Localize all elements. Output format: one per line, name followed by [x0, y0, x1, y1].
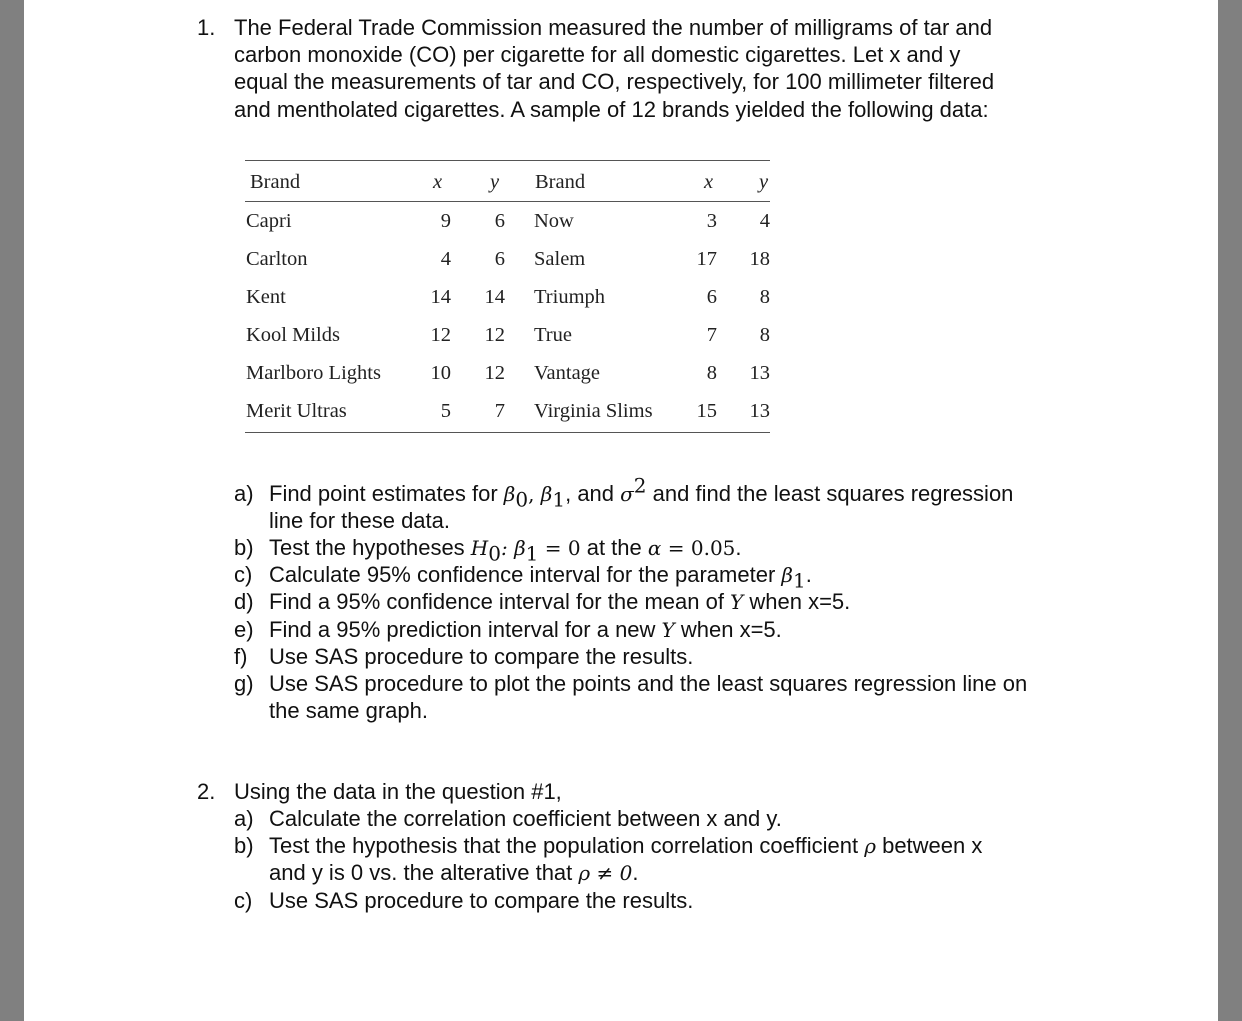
table-cell-brand: Triumph [534, 285, 606, 308]
comma: , [528, 482, 541, 506]
table-cell-y: 13 [749, 399, 770, 422]
part-label: a) [234, 481, 254, 506]
table-cell-y: 18 [749, 247, 770, 270]
y-symbol: Y [730, 590, 744, 614]
part-label: f) [234, 644, 248, 669]
table-header-y: y [490, 171, 500, 193]
part-text: Use SAS procedure to plot the points and the least squares regression line on [269, 671, 1028, 696]
table-cell-y: 6 [494, 210, 505, 232]
table-cell-y: 6 [494, 247, 505, 270]
part-label: e) [234, 617, 254, 642]
superscript: 2 [633, 473, 647, 498]
sigma-symbol: σ [620, 482, 634, 506]
table-cell-x: 15 [696, 399, 717, 422]
part-label: c) [234, 888, 253, 913]
table-cell-x: 10 [430, 361, 451, 384]
part-label: b) [234, 535, 254, 560]
beta-symbol: β [503, 482, 516, 506]
table-cell-x: 3 [706, 210, 717, 232]
beta-symbol: β [781, 563, 793, 587]
table-cell-brand: Salem [534, 247, 586, 270]
table-cell-x: 8 [706, 361, 717, 384]
subscript: 1 [792, 568, 806, 593]
rho-symbol: ρ [864, 834, 876, 858]
part-text: and find the least squares regression [646, 481, 1014, 506]
part-text: Find a 95% confidence interval for the mean of [269, 589, 731, 614]
part-text: Calculate 95% confidence interval for the parameter [269, 562, 782, 587]
table-cell-x: 4 [440, 247, 451, 270]
part-text: Test the hypothesis that the population correlation coefficient [269, 833, 865, 858]
table-cell-x: 12 [430, 323, 451, 346]
table-cell-x: 5 [440, 399, 451, 422]
y-symbol: Y [661, 618, 675, 642]
question-1-line: equal the measurements of tar and CO, respectively, for 100 millimeter filtered [234, 69, 995, 95]
beta-symbol: β [540, 482, 553, 506]
part-text: line for these data. [269, 508, 451, 533]
question-2-intro: Using the data in the question #1, [234, 779, 562, 804]
part-text: Calculate the correlation coefficient between x and y. [269, 806, 782, 831]
math-value: = 0 [538, 536, 581, 560]
part-text: , and [565, 481, 621, 506]
subscript: 1 [525, 541, 539, 566]
document-page [24, 0, 1218, 1021]
part-text: Test the hypotheses [269, 535, 471, 560]
table-cell-brand: True [534, 323, 572, 346]
table-cell-y: 13 [749, 361, 770, 384]
part-text: Find a 95% prediction interval for a new [269, 617, 662, 642]
part-label: a) [234, 806, 254, 831]
alpha-symbol: α [647, 536, 662, 560]
part-text: Find point estimates for [269, 481, 504, 506]
part-label: c) [234, 562, 253, 587]
question-1-line: carbon monoxide (CO) per cigarette for all domestic cigarettes. Let x and y [234, 42, 961, 68]
part-text: . [632, 860, 639, 885]
table-cell-y: 14 [484, 285, 505, 308]
table-header-brand: Brand [535, 171, 586, 193]
table-header-x: x [433, 171, 443, 193]
table-header-x: x [704, 171, 714, 193]
table-header-brand: Brand [250, 171, 301, 193]
table-cell-y: 12 [484, 323, 505, 346]
table-cell-brand: Marlboro Lights [246, 361, 381, 384]
table-cell-brand: Carlton [246, 247, 308, 270]
table-cell-x: 17 [696, 247, 717, 270]
part-label: d) [234, 589, 254, 614]
beta-symbol: : β [500, 536, 526, 560]
table-cell-y: 4 [759, 210, 770, 232]
table-cell-y: 8 [759, 285, 770, 308]
table-cell-y: 7 [494, 399, 505, 422]
part-text: the same graph. [269, 698, 428, 723]
table-cell-brand: Capri [246, 210, 292, 232]
subscript: 0 [515, 487, 529, 512]
table-cell-brand: Now [534, 210, 574, 232]
table-cell-x: 6 [706, 285, 717, 308]
table-cell-brand: Kool Milds [246, 323, 340, 346]
math-value: = 0.05 [661, 536, 736, 560]
table-cell-brand: Kent [246, 285, 286, 308]
question-2-number: 2. [197, 779, 216, 804]
question-1-line: and mentholated cigarettes. A sample of 12 brands yielded the following data: [234, 96, 989, 122]
question-1-line: The Federal Trade Commission measured the number of milligrams of tar and [234, 15, 993, 40]
table-cell-brand: Vantage [534, 361, 601, 384]
subscript: 0 [488, 541, 501, 566]
part-text: when x=5. [674, 617, 782, 642]
part-text: Use SAS procedure to compare the results. [269, 888, 694, 913]
part-text: between x [875, 833, 983, 858]
table-header-y: y [759, 171, 769, 193]
part-label: g) [234, 671, 254, 696]
part-text: . [735, 535, 742, 560]
part-label: b) [234, 833, 254, 858]
hypothesis-symbol: H [470, 536, 489, 560]
table-cell-x: 14 [430, 285, 451, 308]
table-cell-y: 12 [484, 361, 505, 384]
part-text: Use SAS procedure to compare the results. [269, 644, 694, 669]
question-1-number: 1. [197, 15, 216, 40]
part-text: at the [580, 535, 648, 560]
table-cell-x: 7 [706, 323, 717, 346]
part-text: and y is 0 vs. the alterative that [269, 860, 579, 885]
table-cell-brand: Virginia Slims [534, 399, 653, 422]
part-text: when x=5. [743, 589, 851, 614]
table-cell-y: 8 [759, 323, 770, 346]
rho-inequality: ρ ≠ 0 [578, 861, 633, 885]
table-cell-x: 9 [440, 210, 451, 232]
table-cell-brand: Merit Ultras [246, 399, 347, 422]
part-text: . [805, 562, 812, 587]
subscript: 1 [552, 487, 566, 512]
